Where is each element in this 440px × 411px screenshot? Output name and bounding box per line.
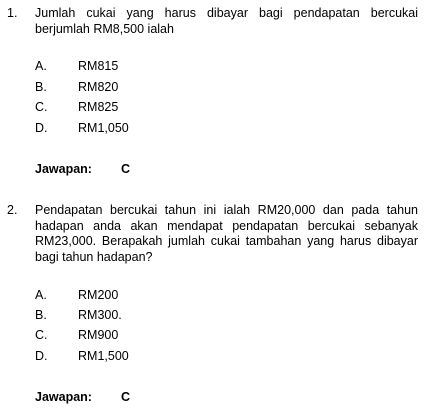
option-value-a: RM200 bbox=[78, 288, 119, 302]
option-value-d: RM1,500 bbox=[78, 349, 129, 363]
option-value-d: RM1,050 bbox=[78, 121, 129, 135]
answer-value: C bbox=[121, 390, 131, 404]
question-line: Jumlah cukai yang harus dibayar bagi pendapatan bercukai bbox=[35, 6, 418, 20]
answer-label: Jawapan: bbox=[35, 390, 92, 404]
answer-label: Jawapan: bbox=[35, 162, 92, 176]
option-letter-a: A. bbox=[35, 288, 47, 302]
question-number: 2. bbox=[7, 203, 18, 217]
option-value-b: RM820 bbox=[78, 80, 119, 94]
option-letter-c: C. bbox=[35, 100, 48, 114]
question-text bbox=[35, 203, 418, 265]
question-number: 1. bbox=[7, 6, 18, 20]
option-value-b: RM300. bbox=[78, 308, 122, 322]
question-line: hadapan anda akan mendapat pendapatan bercukai sebanyak bbox=[35, 218, 418, 233]
option-letter-c: C. bbox=[35, 328, 48, 342]
option-letter-a: A. bbox=[35, 59, 47, 73]
option-value-a: RM815 bbox=[78, 59, 119, 73]
option-letter-b: B. bbox=[35, 308, 47, 322]
option-letter-b: B. bbox=[35, 80, 47, 94]
answer-value: C bbox=[121, 162, 131, 176]
question-line: bagi tahun hadapan? bbox=[35, 249, 153, 264]
option-value-c: RM900 bbox=[78, 328, 119, 342]
question-line: Pendapatan bercukai tahun ini ialah RM20,000 dan pada tahun bbox=[35, 203, 418, 217]
option-value-c: RM825 bbox=[78, 100, 119, 114]
question-text bbox=[35, 6, 418, 37]
question-line: berjumlah RM8,500 ialah bbox=[35, 21, 174, 36]
option-letter-d: D. bbox=[35, 349, 48, 363]
question-line: RM23,000. Berapakah jumlah cukai tambahan yang harus dibayar bbox=[35, 234, 418, 248]
option-letter-d: D. bbox=[35, 121, 48, 135]
